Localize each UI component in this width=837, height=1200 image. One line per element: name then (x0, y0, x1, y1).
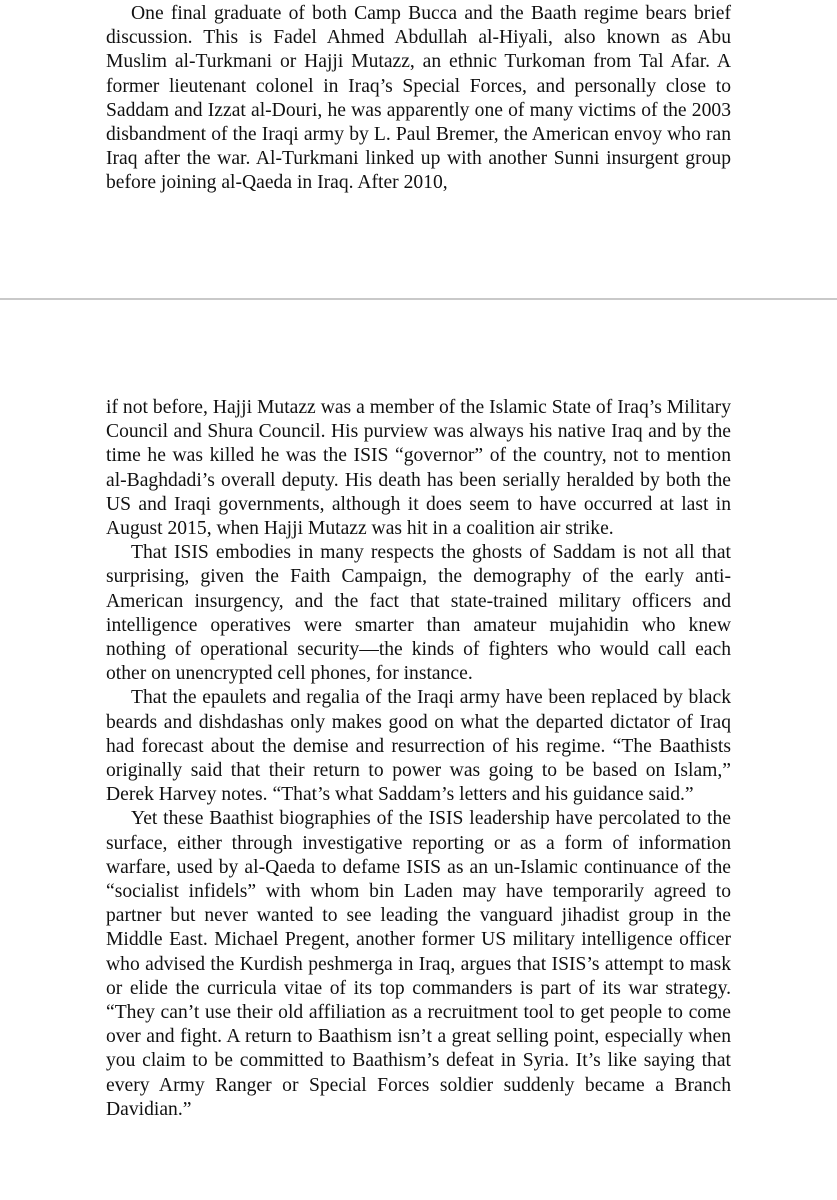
paragraph-baathist-biographies: Yet these Baathist biographies of the ISIS leadership have percolated to the surface, either through investigative reporting or as a form of information warfare, used by al-Qaeda to defame ISIS as an un-Islamic continuance of the “socialist infidels” with whom bin Laden may have temporarily agreed to partner but never wanted to see leading the vanguard jihadist group in the Middle East. Michael Pregent, another former US military intelligence officer who advised the Kurdish peshmerga in Iraq, argues that ISIS’s attempt to mask or elide the curricula vitae of its top commanders is part of its war strategy. “They can’t use their old affiliation as a recruitment tool to get people to come over and fight. A return to Baathism isn’t a great selling point, especially when you claim to be committed to Baathism’s defeat in Syria. It’s like saying that every Army Ranger or Special Forces soldier suddenly became a Branch Davidian.” (106, 808, 731, 1120)
page-top-text-block (106, 2, 731, 196)
paragraph-ghosts-of-saddam: That ISIS embodies in many respects the ghosts of Saddam is not all that surprising, given the Faith Campaign, the demography of the early anti-American insurgency, and the fact that state-trained military officers and intelligence operatives were smarter than amateur mujahidin who knew nothing of operational security—the kinds of fighters who would call each other on unencrypted cell phones, for instance. (106, 542, 731, 685)
paragraph-al-hiyali-intro: One final graduate of both Camp Bucca and the Baath regime bears brief discussion. This is Fadel Ahmed Abdullah al-Hiyali, also known as Abu Muslim al-Turkmani or Hajji Mutazz, an ethnic Turkoman from Tal Afar. A former lieutenant colonel in Iraq’s Special Forces, and personally close to Saddam and Izzat al-Douri, he was apparently one of many victims of the 2003 disbandment of the Iraqi army by L. Paul Bremer, the American envoy who ran Iraq after the war. Al-Turkmani linked up with another Sunni insurgent group before joining al-Qaeda in Iraq. After 2010, (106, 3, 731, 194)
page-break-divider (0, 298, 837, 300)
paragraph-epaulets-regalia: That the epaulets and regalia of the Iraqi army have been replaced by black beards and dishdashas only makes good on what the departed dictator of Iraq had forecast about the demise and resurrection of his regime. “The Baathists originally said that their return to power was going to be based on Islam,” Derek Harvey notes. “That’s what Saddam’s letters and his guidance said.” (106, 687, 731, 806)
paragraph-hajji-mutazz-continued: if not before, Hajji Mutazz was a member of the Islamic State of Iraq’s Military Council and Shura Council. His purview was always his native Iraq and by the time he was killed he was the ISIS “governor” of the country, not to mention al-Baghdadi’s overall deputy. His death has been serially heralded by both the US and Iraqi governments, although it does seem to have occurred at last in August 2015, when Hajji Mutazz was hit in a coalition air strike. (106, 397, 731, 540)
page-bottom-text-block (106, 396, 731, 1122)
